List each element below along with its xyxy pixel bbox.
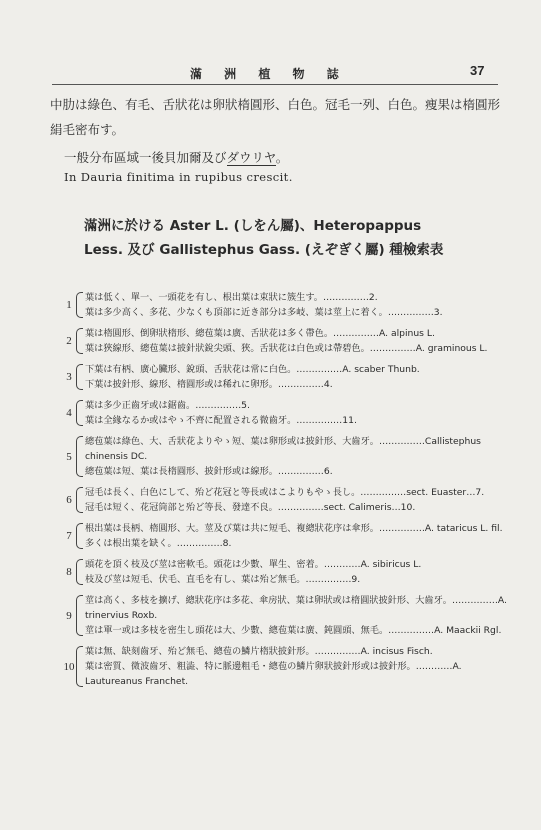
couplet-brace	[76, 595, 83, 636]
key-lead: 葉は低く、單一、一頭花を有し、根出葉は束狀に簇生す。……………2.	[85, 292, 378, 303]
key-lead: 下葉は有柄、廣心臟形、銳頭、舌狀花は常に白色。……………A. scaber Thunb.	[85, 364, 420, 375]
key-couplet	[62, 398, 507, 428]
couplet-brace	[76, 646, 83, 687]
key-lead: 下葉は披針形、線形、楕圓形或は稀れに卵形。……………4.	[85, 379, 333, 390]
couplet-brace	[76, 436, 83, 477]
couplet-brace	[76, 523, 83, 549]
couplet-number: 6	[66, 494, 72, 506]
running-header-title: 滿 洲 植 物 誌	[190, 67, 348, 81]
header-rule	[52, 84, 498, 85]
couplet-number: 8	[66, 566, 72, 578]
key-couplet	[62, 434, 507, 479]
key-lead: 總苞葉は短、葉は長楕圓形、披針形或は線形。……………6.	[85, 466, 333, 477]
couplet-leads	[85, 557, 507, 587]
intro-line-1: 中肋は綠色、有毛、舌狀花は卵狀楕圓形、白色。冠毛一列、白色。痩果は楕圓形	[50, 97, 501, 112]
couplet-brace	[76, 487, 83, 513]
couplet-leads	[85, 398, 507, 428]
key-lead: 冠毛は短く、花冠筒部と殆ど等長、發達不良。……………sect. Calimeris…10.	[85, 502, 416, 513]
key-couplet	[62, 557, 507, 587]
couplet-leads	[85, 326, 507, 356]
couplet-number: 10	[63, 660, 75, 673]
couplet-number: 2	[66, 335, 72, 347]
key-couplet	[62, 326, 507, 356]
couplet-leads	[85, 593, 507, 638]
couplet-leads	[85, 434, 507, 479]
page-number: 37	[470, 63, 485, 78]
key-couplet	[62, 485, 507, 515]
key-couplet	[62, 593, 507, 638]
key-lead: 葉は密質、微波齒牙、粗澁、特に脈邊粗毛・總苞の鱗片卵狀披針形或は披針形。…………A. Lautureanus Franchet.	[85, 661, 462, 687]
key-lead: 冠毛は長く、白色にして、殆ど花冠と等長或はこよりもやゝ長し。……………sect. Euaster…7.	[85, 487, 485, 498]
key-couplet	[62, 290, 507, 320]
latin-note: In Dauria finitima in rupibus crescit.	[64, 170, 293, 184]
distribution-prefix: 一般分布區域一後貝加爾及び	[64, 150, 227, 165]
key-lead: 頭花を頂く枝及び莖は密軟毛。頭花は少數、單生、密着。…………A. sibiricus L.	[85, 559, 422, 570]
key-lead: 枝及び莖は短毛、伏毛、直毛を有し、葉は殆ど無毛。……………9.	[85, 574, 361, 585]
key-title-line-2: Less. 及び Gallistephus Gass. (えぞぎく屬) 種檢索表	[84, 242, 444, 258]
distribution-place: ダウリヤ	[226, 150, 276, 165]
key-title-line-1: 滿洲に於ける Aster L. (しをん屬)、Heteropappus	[84, 218, 422, 234]
couplet-number: 7	[66, 530, 72, 542]
couplet-brace	[76, 328, 83, 354]
couplet-number: 5	[66, 450, 72, 463]
key-lead: 莖は單一或は多枝を密生し頭花は大、少數、總苞葉は廣、鈍圓頭、無毛。……………A. Maackii Rgl.	[85, 625, 502, 636]
couplet-leads	[85, 362, 507, 392]
key-couplet	[62, 362, 507, 392]
couplet-number: 3	[66, 371, 72, 383]
couplet-leads	[85, 485, 507, 515]
couplet-brace	[76, 292, 83, 318]
intro-line-2: 絹毛密布す。	[50, 122, 125, 137]
couplet-number: 9	[66, 609, 72, 622]
key-lead: 根出葉は長柄、楕圓形、大。莖及び葉は共に短毛、複總狀花序は傘形。……………A. tataricus L. fil.	[85, 523, 503, 534]
key-lead: 總苞葉は綠色、大、舌狀花よりやゝ短、葉は卵形或は披針形、大齒牙。……………Callistephus chinensis DC.	[85, 436, 481, 462]
key-lead: 葉は多少正齒牙或は鋸齒。……………5.	[85, 400, 250, 411]
key-lead: 葉は無、缺刻齒牙、殆ど無毛、總苞の鱗片楕狀披針形。……………A. incisus Fisch.	[85, 646, 433, 657]
distribution-suffix: 。	[275, 150, 289, 165]
couplet-leads	[85, 290, 507, 320]
key-lead: 葉は狹線形、總苞葉は披針狀銳尖頭、狹。舌狀花は白色或は帶碧色。……………A. graminous L.	[85, 343, 488, 354]
key-lead: 葉は楕圓形、倒卵狀楕形、總苞葉は廣、舌狀花は多く帶色。……………A. alpinus L.	[85, 328, 435, 339]
key-couplet	[62, 644, 507, 689]
couplet-brace	[76, 364, 83, 390]
key-lead: 葉は全緣なるか或はやゝ不齊に配置される微齒牙。……………11.	[85, 415, 357, 426]
identification-key	[62, 290, 507, 695]
key-lead: 葉は多少高く、多花、少なくも頂部に近き部分は多岐、葉は莖上に着く。……………3.	[85, 307, 443, 318]
key-lead: 多くは根出葉を缺く。……………8.	[85, 538, 232, 549]
couplet-number: 4	[66, 407, 72, 419]
couplet-brace	[76, 559, 83, 585]
key-couplet	[62, 521, 507, 551]
distribution-line	[64, 148, 288, 166]
couplet-leads	[85, 521, 507, 551]
couplet-leads	[85, 644, 507, 689]
couplet-number: 1	[66, 299, 72, 311]
couplet-brace	[76, 400, 83, 426]
key-lead: 莖は高く、多枝を擴げ、總狀花序は多花、傘房狀、葉は卵狀或は楕圓狀披針形、大齒牙。……………A. trinervius Roxb.	[85, 595, 507, 621]
